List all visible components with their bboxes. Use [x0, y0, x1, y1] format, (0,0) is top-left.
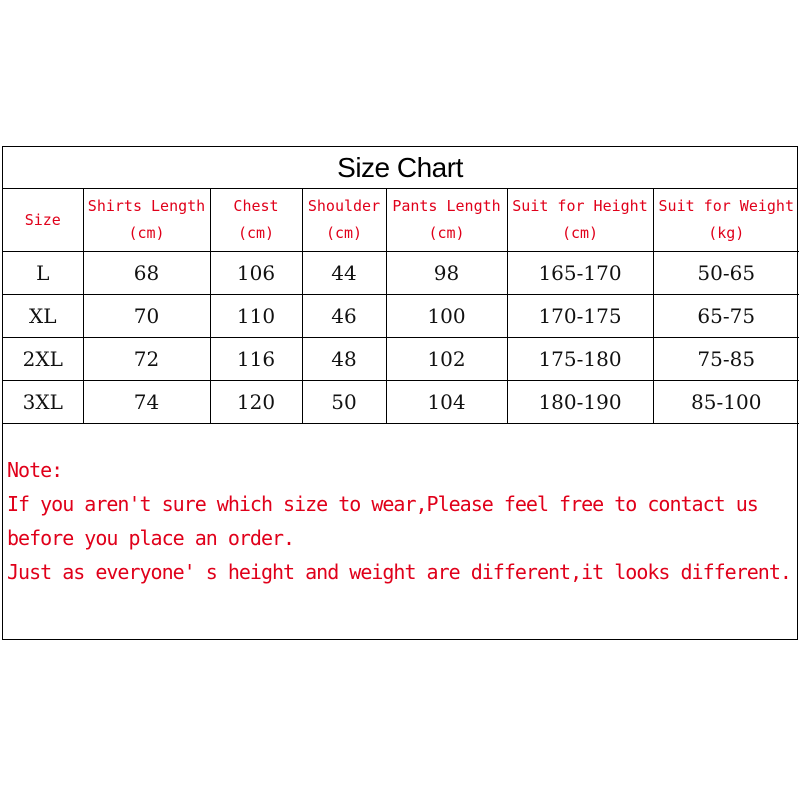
note-label: Note: — [7, 458, 63, 482]
table-row — [3, 381, 799, 424]
table-row — [3, 252, 799, 295]
header-label: Pants Length — [392, 197, 501, 215]
table-cell: 3XL — [3, 381, 83, 424]
header-unit: (kg) — [708, 224, 745, 242]
table-cell: 98 — [386, 252, 507, 295]
table-cell: 120 — [210, 381, 302, 424]
header-chest — [210, 189, 302, 252]
header-pants-length — [386, 189, 507, 252]
table-cell: 116 — [210, 338, 302, 381]
table-cell: 85-100 — [653, 381, 799, 424]
size-chart — [2, 146, 798, 640]
table-row — [3, 295, 799, 338]
table-cell: 50 — [302, 381, 386, 424]
table-cell: 75-85 — [653, 338, 799, 381]
table-cell: 65-75 — [653, 295, 799, 338]
header-shirts-length — [83, 189, 210, 252]
table-row — [3, 338, 799, 381]
header-label: Chest — [233, 197, 279, 215]
header-label: Suit for Weight — [658, 197, 794, 215]
table-cell: 74 — [83, 381, 210, 424]
header-unit: (cm) — [128, 224, 165, 242]
header-label: Shirts Length — [87, 197, 206, 215]
table-cell: 170-175 — [507, 295, 653, 338]
table-cell: 175-180 — [507, 338, 653, 381]
note-line-contact: If you aren't sure which size to wear,Please feel free to contact us before you place an order. — [7, 492, 758, 550]
header-suit-for-weight — [653, 189, 799, 252]
header-suit-for-height — [507, 189, 653, 252]
header-size — [3, 189, 83, 252]
header-unit: (cm) — [428, 224, 465, 242]
table-cell: 46 — [302, 295, 386, 338]
header-label: Suit for Height — [512, 197, 648, 215]
header-row — [3, 189, 799, 252]
table-cell: 70 — [83, 295, 210, 338]
table-cell: L — [3, 252, 83, 295]
table-cell: 44 — [302, 252, 386, 295]
header-label: Size — [24, 210, 61, 229]
table-cell: 72 — [83, 338, 210, 381]
chart-title: Size Chart — [3, 147, 797, 189]
size-table — [3, 189, 799, 424]
table-cell: 68 — [83, 252, 210, 295]
table-cell: 165-170 — [507, 252, 653, 295]
header-label: Shoulder — [307, 197, 381, 215]
note-section — [3, 453, 799, 589]
table-cell: 102 — [386, 338, 507, 381]
table-cell: 2XL — [3, 338, 83, 381]
table-cell: 110 — [210, 295, 302, 338]
note-line-fit: Just as everyone' s height and weight are different,it looks different. — [7, 560, 791, 584]
table-cell: 100 — [386, 295, 507, 338]
header-unit: (cm) — [325, 224, 363, 242]
header-shoulder — [302, 189, 386, 252]
table-cell: XL — [3, 295, 83, 338]
table-cell: 50-65 — [653, 252, 799, 295]
table-cell: 104 — [386, 381, 507, 424]
table-cell: 180-190 — [507, 381, 653, 424]
header-unit: (cm) — [561, 224, 599, 242]
header-unit: (cm) — [237, 224, 275, 242]
table-cell: 48 — [302, 338, 386, 381]
table-cell: 106 — [210, 252, 302, 295]
